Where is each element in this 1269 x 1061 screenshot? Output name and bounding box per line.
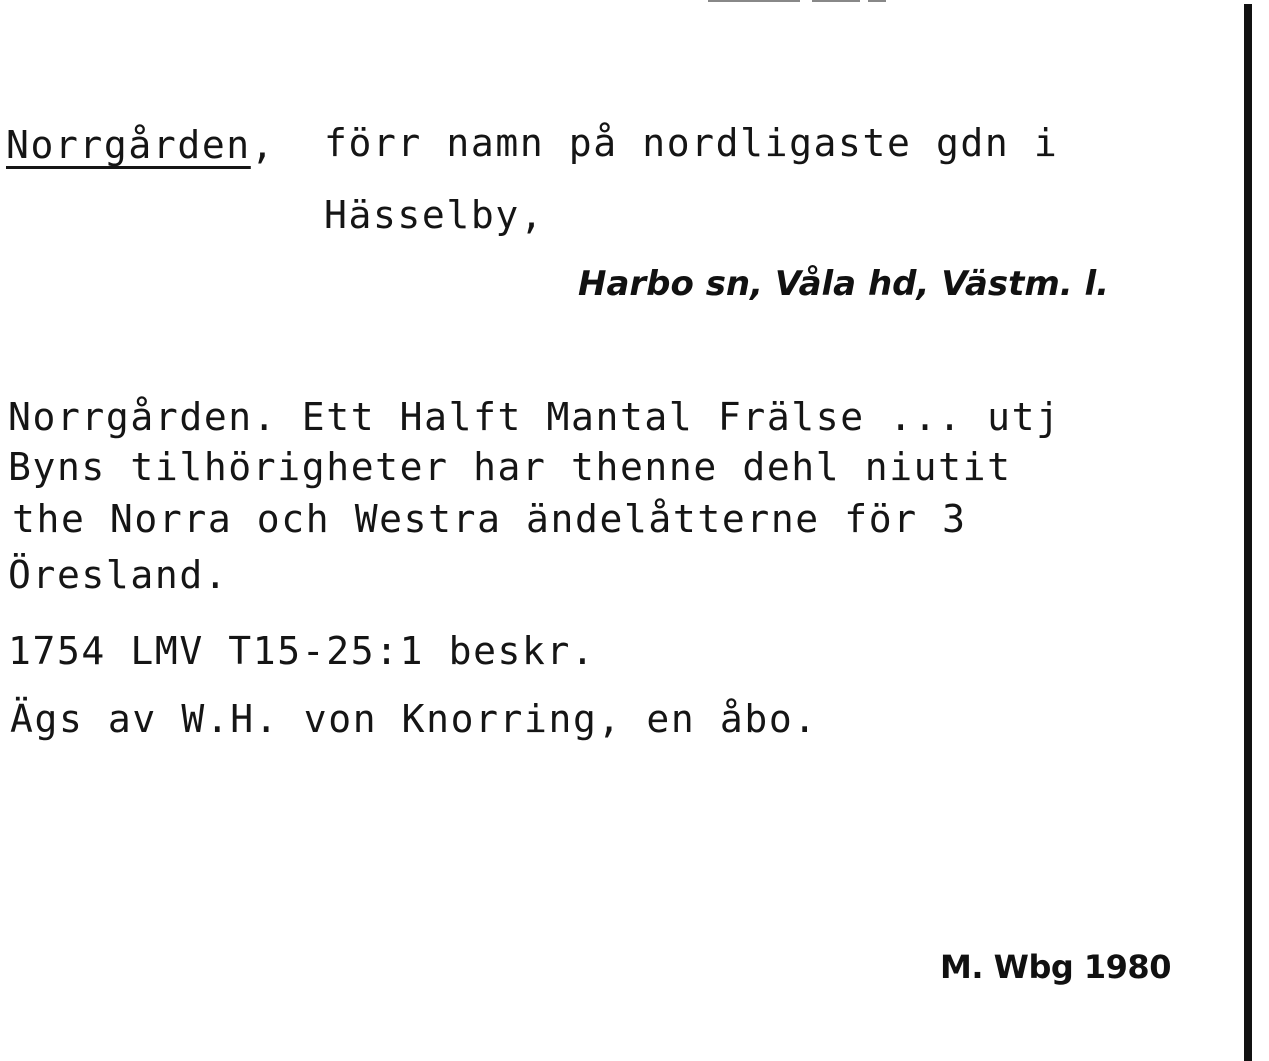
source-reference: 1754 LMV T15-25:1 beskr.	[8, 629, 596, 673]
definition-line-2: Hässelby,	[324, 193, 545, 237]
location-stamp: Harbo sn, Våla hd, Västm. l.	[578, 264, 1110, 304]
headword	[6, 123, 276, 167]
scan-mark	[868, 0, 886, 2]
scan-mark	[812, 0, 860, 2]
quote-line-3: the Norra och Westra ändelåtterne för 3	[12, 497, 967, 541]
ownership-note: Ägs av W.H. von Knorring, en åbo.	[10, 697, 818, 741]
headword-text: Norrgården	[6, 123, 251, 167]
scan-mark	[708, 0, 800, 2]
signature-stamp: M. Wbg 1980	[940, 948, 1171, 986]
headword-punctuation: ,	[250, 123, 276, 167]
quote-line-1: Norrgården. Ett Halft Mantal Frälse ... utj	[8, 395, 1061, 439]
quote-line-4: Öresland.	[8, 553, 229, 597]
quote-line-2: Byns tilhörigheter har thenne dehl niutit	[8, 445, 1012, 489]
definition-line-1: förr namn på nordligaste gdn i	[324, 121, 1059, 165]
card-edge-line	[1244, 4, 1252, 1061]
